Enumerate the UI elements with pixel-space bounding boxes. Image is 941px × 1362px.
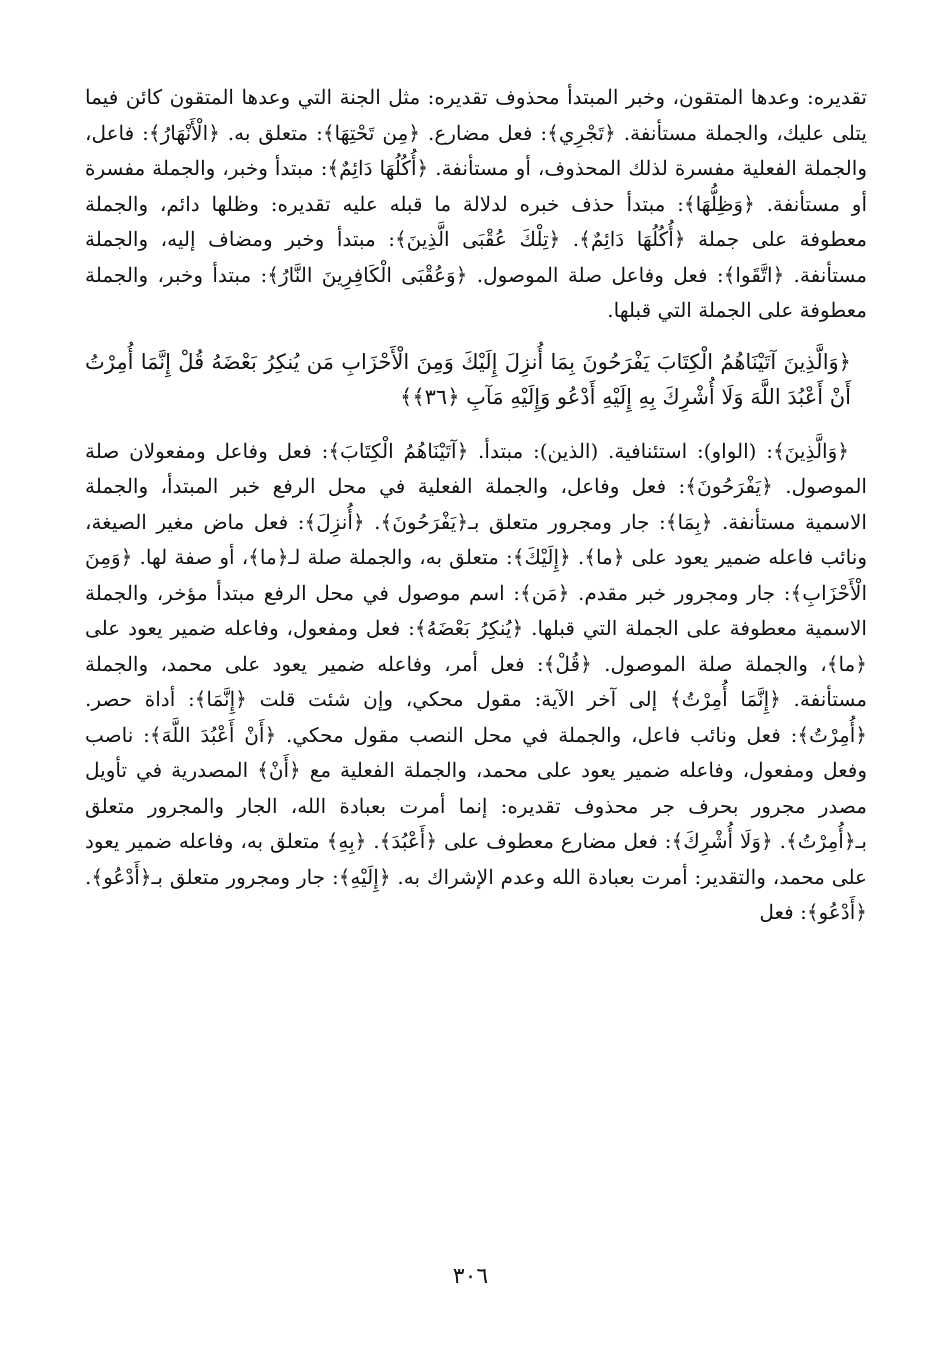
book-page (85, 80, 867, 1280)
quran-verse: ﴿وَالَّذِينَ آتَيْنَاهُمُ الْكِتَابَ يَفْرَحُونَ بِمَا أُنزِلَ إِلَيْكَ وَمِنَ الْأَحْزَابِ مَن يُنكِرُ بَعْضَهُ قُلْ إِنَّمَا أُمِرْتُ أَنْ أَعْبُدَ اللَّهَ وَلَا أُشْرِكَ بِهِ إِلَيْهِ أَدْعُو وَإِلَيْهِ مَآبِ ﴿٣٦﴾﴾ (85, 349, 851, 409)
page-number: ٣٠٦ (452, 1264, 489, 1289)
grammar-paragraph-2: ﴿وَالَّذِينَ﴾: (الواو): استئنافية. (الذين): مبتدأ. ﴿آتَيْنَاهُمُ الْكِتَابَ﴾: فعل وفاعل ومفعولان صلة الموصول. ﴿يَفْرَحُونَ﴾: فعل وفاعل، والجملة الفعلية في محل الرفع خبر المبتدأ، والجملة الاسمية مستأنفة. ﴿بِمَا﴾: جار ومجرور متعلق بـ﴿يَفْرَحُونَ﴾. ﴿أُنزِلَ﴾: فعل ماض مغير الصيغة، ونائب فاعله ضمير يعود على ﴿ما﴾. ﴿إِلَيْكَ﴾: متعلق به، والجملة صلة لـ﴿ما﴾، أو صفة لها. ﴿وَمِنَ الْأَحْزَابِ﴾: جار ومجرور خبر مقدم. ﴿مَن﴾: اسم موصول في محل الرفع مبتدأ مؤخر، والجملة الاسمية معطوفة على الجملة التي قبلها. ﴿يُنكِرُ بَعْضَهُ﴾: فعل ومفعول، وفاعله ضمير يعود على ﴿ما﴾، والجملة صلة الموصول. ﴿قُلْ﴾: فعل أمر، وفاعله ضمير يعود على محمد، والجملة مستأنفة. ﴿إِنَّمَا أُمِرْتُ﴾ إلى آخر الآية: مقول محكي، وإن شئت قلت ﴿إِنَّمَا﴾: أداة حصر. ﴿أُمِرْتُ﴾: فعل ونائب فاعل، والجملة في محل النصب مقول محكي. ﴿أَنْ أَعْبُدَ اللَّهَ﴾: ناصب وفعل ومفعول، وفاعله ضمير يعود على محمد، والجملة الفعلية مع ﴿أَنْ﴾ المصدرية في تأويل مصدر مجرور بحرف جر محذوف تقديره: إنما أمرت بعبادة الله، الجار والمجرور متعلق بـ﴿أُمِرْتُ﴾. ﴿وَلَا أُشْرِكَ﴾: فعل مضارع معطوف على ﴿أَعْبُدَ﴾. ﴿بِهِ﴾ متعلق به، وفاعله ضمير يعود على محمد، والتقدير: أمرت بعبادة الله وعدم الإشراك به. ﴿إِلَيْهِ﴾: جار ومجرور متعلق بـ﴿أَدْعُو﴾. ﴿أَدْعُو﴾: فعل (85, 438, 867, 924)
grammar-paragraph-1: تقديره: وعدها المتقون، وخبر المبتدأ محذوف تقديره: مثل الجنة التي وعدها المتقون كائن فيما يتلى عليك، والجملة مستأنفة. ﴿تَجْرِي﴾: فعل مضارع. ﴿مِن تَحْتِهَا﴾: متعلق به. ﴿الْأَنْهَارُ﴾: فاعل، والجملة الفعلية مفسرة لذلك المحذوف، أو مستأنفة. ﴿أُكُلُهَا دَائِمٌ﴾: مبتدأ وخبر، والجملة مفسرة أو مستأنفة. ﴿وَظِلُّهَا﴾: مبتدأ حذف خبره لدلالة ما قبله عليه تقديره: وظلها دائم، والجملة معطوفة على جملة ﴿أُكُلُهَا دَائِمٌ﴾. ﴿تِلْكَ عُقْبَى الَّذِينَ﴾: مبتدأ وخبر ومضاف إليه، والجملة مستأنفة. ﴿اتَّقَوا﴾: فعل وفاعل صلة الموصول. ﴿وَعُقْبَى الْكَافِرِينَ النَّارُ﴾: مبتدأ وخبر، والجملة معطوفة على الجملة التي قبلها. (85, 85, 867, 322)
